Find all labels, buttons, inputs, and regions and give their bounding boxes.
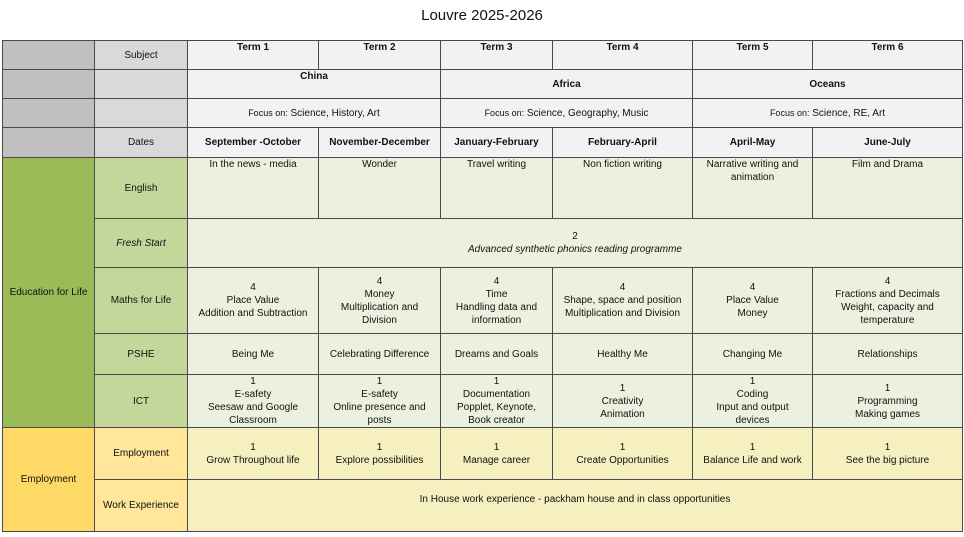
maths-cell [441, 268, 553, 334]
ict-cell [813, 375, 963, 428]
employment-cell [441, 428, 553, 480]
cell-line: devices [735, 415, 770, 426]
cell-line: E-safety [234, 389, 272, 400]
cell-line: 1 [376, 376, 383, 387]
dates-row [3, 128, 963, 158]
cell-line: animation [730, 172, 775, 183]
employment-row [3, 428, 963, 480]
dates-header: Dates [95, 128, 188, 158]
cell-line: 1 [749, 376, 756, 387]
ict-cell [319, 375, 441, 428]
cell-line: Dreams and Goals [454, 348, 539, 360]
cell-line: Multiplication and Division [564, 308, 681, 319]
cell-line: Wonder [362, 159, 397, 170]
date-range: November-December [319, 128, 441, 158]
cell-line: In the news - media [209, 159, 297, 170]
cell-line: Coding [736, 389, 769, 400]
cell-line: 1 [250, 441, 256, 453]
employment-cell [693, 428, 813, 480]
focus-prefix: Focus on: [769, 107, 810, 118]
cell-line: Creativity [601, 395, 644, 407]
term-header: Term 4 [553, 41, 693, 70]
work-experience-cell: In House work experience - packham house and in class opportunities [188, 480, 963, 532]
maths-row [3, 268, 963, 334]
pshe-cell [813, 334, 963, 375]
focus-prefix: Focus on: [248, 107, 288, 118]
cell-line: Place Value [226, 295, 280, 306]
cell-line: Book creator [468, 415, 525, 426]
cell-line: 1 [619, 441, 626, 453]
subject-employment: Employment [95, 428, 188, 480]
cell-line: See the big picture [845, 454, 930, 466]
cell-line: Popplet, Keynote, [457, 402, 536, 413]
maths-cell [813, 268, 963, 334]
pshe-cell [693, 334, 813, 375]
subject-pshe: PSHE [95, 334, 188, 375]
cell-line: 1 [250, 376, 256, 387]
cell-line: Animation [600, 408, 645, 420]
cell-line: Create Opportunities [576, 454, 669, 466]
employment-cell [188, 428, 319, 480]
maths-cell [188, 268, 319, 334]
cell-line: 1 [376, 441, 383, 453]
page-title: Louvre 2025-2026 [421, 7, 543, 24]
focus-cell [188, 99, 441, 128]
corner-cell [3, 41, 95, 70]
english-cell [319, 158, 441, 219]
cell-line: Manage career [462, 454, 531, 466]
cell-line: 1 [493, 441, 500, 453]
cell-line: temperature [860, 314, 915, 326]
term-header: Term 2 [319, 41, 441, 70]
english-cell [441, 158, 553, 219]
cell-line: Addition and Subtraction [198, 308, 308, 319]
focus-subjects: Science, Geography, Music [526, 107, 649, 119]
cell-line: Seesaw and Google [207, 402, 299, 413]
cell-line: Online presence and [333, 402, 426, 413]
date-range: January-February [441, 128, 553, 158]
cell-line: Celebrating Difference [329, 348, 430, 360]
term-header: Term 3 [441, 41, 553, 70]
focus-prefix: Focus on: [484, 107, 525, 118]
ict-cell [441, 375, 553, 428]
cell-line: Film and Drama [851, 159, 924, 170]
subject-english: English [95, 158, 188, 219]
subject-header: Subject [95, 41, 188, 70]
employment-cell [553, 428, 693, 480]
pshe-row [3, 334, 963, 375]
term-header: Term 1 [188, 41, 319, 70]
cell-line: Money [364, 288, 395, 300]
cell-line: Time [485, 288, 508, 300]
cell-line: 4 [493, 275, 500, 287]
cell-line: Classroom [229, 415, 277, 426]
cell-line: Non fiction writing [583, 159, 662, 170]
fresh-start-cell [188, 219, 963, 268]
cell-line: Multiplication and [340, 301, 419, 313]
cell-line: 4 [749, 282, 756, 293]
cell-line: 1 [884, 382, 891, 394]
english-cell [188, 158, 319, 219]
cell-line: Balance Life and work [703, 454, 802, 466]
maths-cell [319, 268, 441, 334]
work-experience-row [3, 480, 963, 532]
cell-line: 1 [749, 441, 756, 453]
cell-line: Narrative writing and [706, 159, 799, 170]
cell-line: Weight, capacity and [841, 301, 934, 313]
cell-line: 4 [884, 275, 891, 287]
theme-oceans: Oceans [693, 70, 963, 99]
cell-line: Changing Me [722, 348, 783, 360]
ict-cell [188, 375, 319, 428]
cell-line: Healthy Me [597, 348, 648, 360]
maths-cell [693, 268, 813, 334]
subject-work-experience: Work Experience [95, 480, 188, 532]
employment-cell [813, 428, 963, 480]
cell-line: information [471, 314, 522, 326]
cell-line: Input and output [716, 402, 789, 413]
cell-line: Travel writing [466, 159, 527, 170]
pshe-cell [188, 334, 319, 375]
cell-line: Place Value [726, 295, 779, 306]
date-range: June-July [813, 128, 963, 158]
theme-africa: Africa [441, 70, 693, 99]
cell-line: Money [737, 308, 768, 319]
ict-cell [693, 375, 813, 428]
cell-line: Grow Throughout life [206, 454, 300, 466]
fresh-start-count: 2 [572, 231, 578, 242]
date-range: September -October [188, 128, 319, 158]
ict-row [3, 375, 963, 428]
cell-line: 4 [619, 282, 626, 293]
focus-cell [693, 99, 963, 128]
term-header: Term 6 [813, 41, 963, 70]
employment-cell [319, 428, 441, 480]
subject-maths: Maths for Life [95, 268, 188, 334]
group-education-for-life: Education for Life [3, 158, 95, 428]
cell-line: 1 [884, 441, 891, 453]
cell-line: 1 [493, 376, 500, 387]
focus-cell [441, 99, 693, 128]
cell-line: Relationships [857, 348, 918, 360]
english-cell [693, 158, 813, 219]
theme-china: China [188, 70, 441, 99]
pshe-cell [319, 334, 441, 375]
english-row [3, 158, 963, 219]
pshe-cell [553, 334, 693, 375]
pshe-cell [441, 334, 553, 375]
term-header: Term 5 [693, 41, 813, 70]
themes-row [3, 70, 963, 99]
cell-line: E-safety [361, 389, 398, 400]
cell-line: Programming [857, 395, 918, 407]
cell-line: 4 [376, 275, 383, 287]
cell-line: Division [361, 314, 397, 326]
focus-subjects: Science, History, Art [290, 107, 380, 119]
fresh-start-row [3, 219, 963, 268]
date-range: April-May [693, 128, 813, 158]
cell-line: Making games [854, 408, 921, 420]
cell-line: Explore possibilities [335, 454, 424, 466]
date-range: February-April [553, 128, 693, 158]
group-employment: Employment [3, 428, 95, 532]
english-cell [553, 158, 693, 219]
cell-line: Fractions and Decimals [835, 288, 940, 300]
terms-row [3, 41, 963, 70]
focus-subjects: Science, RE, Art [812, 107, 886, 119]
cell-line: Being Me [231, 348, 275, 360]
maths-cell [553, 268, 693, 334]
curriculum-table [2, 40, 963, 532]
cell-line: posts [367, 415, 392, 426]
english-cell [813, 158, 963, 219]
fresh-start-text: Advanced synthetic phonics reading programme [467, 244, 682, 255]
cell-line: Documentation [462, 389, 531, 400]
subject-fresh-start: Fresh Start [95, 219, 188, 268]
subject-ict: ICT [95, 375, 188, 428]
cell-line: Handling data and [455, 301, 538, 313]
ict-cell [553, 375, 693, 428]
cell-line: Shape, space and position [563, 295, 682, 306]
cell-line: 4 [250, 282, 256, 293]
focus-row [3, 99, 963, 128]
cell-line: 1 [619, 382, 626, 394]
